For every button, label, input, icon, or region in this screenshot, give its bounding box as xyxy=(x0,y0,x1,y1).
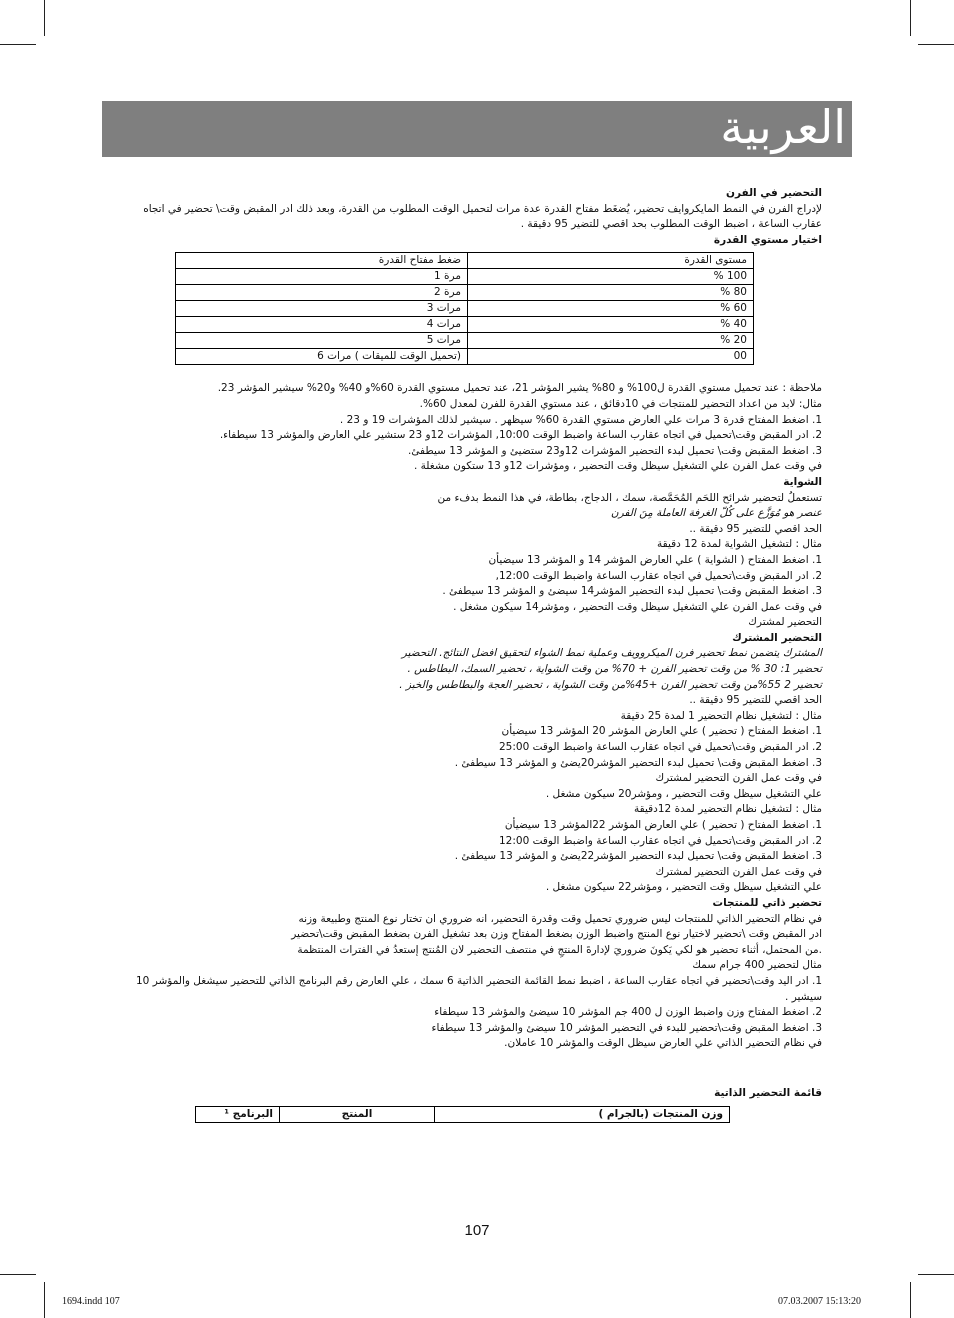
table-row xyxy=(176,333,754,349)
paragraph-line: تحضير 1: 30 % من وقت تحضير الفرن + 70% من وقت الشواية ، تحضير السمك، البطاطس . xyxy=(407,663,822,676)
power-notes xyxy=(110,381,822,475)
paragraph-line: مثال : لتشغيل نظام التحضير لمدة 12دقيقة xyxy=(634,803,822,816)
paragraph-line: 3. اضغط المقبض وقت\ تحميل لبدء التحضير المؤشر14 سيضئ و المؤشر 13 سيطفئ . xyxy=(442,585,822,598)
crop-mark xyxy=(44,1282,45,1318)
auto-menu-table xyxy=(195,1106,730,1123)
table-header-cell: ضغط مفتاح القدرة xyxy=(176,253,468,269)
paragraph-line: عقارب الساعة ، اضبط الوقت المطلوب بحد اقصي للتضير 95 دقيقة . xyxy=(520,218,822,231)
paragraph-line: مثال: لابد من اعداد التحضير للمنتجات في 10دقائق ، عند مستوي القدرة للفرن لمعدل 60%. xyxy=(419,397,822,410)
table-row xyxy=(176,269,754,285)
paragraph-line: 2. ادر المقبض وقت\تحميل في اتجاه عقارب الساعة واضبط الوقت 25:00 xyxy=(499,741,822,754)
table-cell: مرات 5 xyxy=(176,333,468,349)
paragraph-line: ادر المقبض وقت \تحضير لاختيار نوع المنتج واضبط الوزن بضغط المفتاح وزن بعد تشغيل الفرن بضغط المقبض وقت\تحضير xyxy=(291,928,822,941)
table-row xyxy=(176,317,754,333)
paragraph-line: في وقت عمل الفرن التحضير لمشترك xyxy=(655,772,822,785)
table-cell: مرة 1 xyxy=(176,269,468,285)
slug-filename: 1694.indd 107 xyxy=(62,1296,120,1307)
crop-mark xyxy=(0,1274,36,1275)
table-cell: 60 % xyxy=(467,301,753,317)
crop-mark xyxy=(0,44,36,45)
paragraph-line: سيشير . xyxy=(785,990,822,1003)
paragraph-line: 2. ادر المقبض وقت\تحميل في اتجاه عقارب الساعة واضبط الوقت 10:00, المؤشرات 12و 23 ستشير علي العارض والمؤشر 13 سيطفاء. xyxy=(219,429,822,442)
section-heading: قائمة التحضير الذاتية xyxy=(714,1086,822,1099)
paragraph-line: في وقت عمل الفرن علي التشغيل سيظل وقت التحضير ، ومؤشرات 12و 13 ستكون مشغلة . xyxy=(414,460,822,473)
paragraph-line: مثال : لتشغيل الشواية لمدة 12 دقيقة xyxy=(657,538,822,551)
paragraph-line: 2. ادر المقبض وقت\تحميل في اتجاه عقارب الساعة واضبط الوقت 12:00, xyxy=(495,569,822,582)
paragraph-line: عنصر هو مُوَزَّع علی کُلّ الغرفة العاملة مِنَ الفرن xyxy=(610,507,822,520)
paragraph-line: الحد اقصي للتضير 95 دقيقة .. xyxy=(689,522,822,535)
paragraph-line: 1. اضغط المفتاح ( تحضير ) علي العارض المؤشر 20 المؤشر 13 سيضيأن xyxy=(501,725,822,738)
paragraph-line: 3. اضغط المقبض وقت\ تحميل لبدء التحضير المؤشر20يضئ و المؤشر 13 سيطفئ . xyxy=(454,756,822,769)
table-row xyxy=(176,349,754,365)
table-cell: 00 xyxy=(467,349,753,365)
paragraph-line: ملاحظة : عند تحميل مستوي القدرة ل100% و 80% يشير المؤشر 21، عند تحميل مستوي القدرة 60%و 40% و20% سيشير المؤشر 23. xyxy=(217,382,822,395)
paragraph-line: تستعملُ لتحضير شرائح اللحَم المُحَمَّصة، سمك ، الدجاج، بطاطة، في هذا النمط بدفء من xyxy=(437,491,822,504)
paragraph-line: 3. اضغط المقبض وقت\ تحميل لبدء التحضير المؤشرات 12و23 ستضيئ و المؤشر 13 سيطفئ. xyxy=(407,444,822,457)
crop-mark xyxy=(918,1274,954,1275)
paragraph-line: 1. اضغط المفتاح ( تحضير ) علي العارض المؤشر 22المؤشر 13 سيضيأن xyxy=(504,819,822,831)
crop-mark xyxy=(910,1282,911,1318)
paragraph-line: 2. ادر المقبض وقت\تحميل في اتجاه عقارب الساعة واضبط الوقت 12:00 xyxy=(499,834,822,847)
table-cell: 80 % xyxy=(467,285,753,301)
table-row xyxy=(176,285,754,301)
crop-mark xyxy=(44,0,45,36)
paragraph-line: في وقت عمل الفرن علي التشغيل سيظل وقت التحضير ، ومؤشر14 سيكون مشغل . xyxy=(453,600,822,613)
paragraph-line: المشترك يتضمن نمط تحضير فرن الميكروويف وعملية نمط الشواء لتحقيق افضل النتائج. التحضير xyxy=(401,647,822,660)
table-cell: 40 % xyxy=(467,317,753,333)
table-header-cell: البرنامج ¹ xyxy=(196,1106,280,1122)
page-title: العربية xyxy=(720,100,846,154)
paragraph-line: 3. اضغط المقبض وقت\ تحميل لبدء التحضير المؤشر22يضئ و المؤشر 13 سيطفئ . xyxy=(454,850,822,863)
section-heading: اختيار مستوي القدرة xyxy=(713,233,822,246)
crop-mark xyxy=(918,44,954,45)
power-level-table xyxy=(175,252,754,365)
table-header-row xyxy=(176,253,754,269)
slug-datetime: 07.03.2007 15:13:20 xyxy=(778,1296,862,1307)
paragraph-line: الحد اقصي للتضير 95 دقيقة .. xyxy=(689,694,822,707)
paragraph-line: تحضير 2 55%من وقت تحضير الفرن +45%من وقت الشواية ، تحضير العجة والبطاطس والخبز . xyxy=(399,678,822,691)
table-header-cell: المنتج xyxy=(280,1106,435,1122)
section-heading: تحضير ذاتي للمنتجات xyxy=(712,896,822,909)
header-banner xyxy=(102,101,852,157)
table-cell: 20 % xyxy=(467,333,753,349)
paragraph-line: لإدراج الفرن في النمط المايكروايف تحضير، يُضغَط مفتاح القدرة عدة مرات لتحميل الوقت المطلوب من القدرة، وبعد ذلك ادر المقبض وقت\ تحضير في اتجاه xyxy=(143,202,822,215)
paragraph-line: في نظام التحضير الذاتي للمنتجات ليس ضروري تحميل وقت وقدرة التحضير، انه ضروري ان تختار نوع المنتج وطبيعة وزنه xyxy=(298,912,822,925)
table-cell: مرات 4 xyxy=(176,317,468,333)
page-number: 107 xyxy=(464,1222,490,1239)
paragraph-line: 2. اضغط المفتاح وزن واضبط الوزن ل 400 جم المؤشر 10 سيضئ والمؤشر 13 سيطفاء xyxy=(434,1006,822,1019)
paragraph-line: التحضير لمشترك xyxy=(748,616,822,629)
paragraph-line: 1. اضغط المفتاح قدرة 3 مرات علي العارض مستوي القدرة 60% سيظهر . سيشير لذلك المؤشرات 19 و 23 . xyxy=(339,413,822,426)
paragraph-line: مثال : لتشغيل نظام التحضير 1 لمدة 25 دقيقة xyxy=(620,709,822,722)
table-cell: مرة 2 xyxy=(176,285,468,301)
paragraph-line: في نظام التحضير الذاتي علي العارض سيظل الوقت والمؤشر 10 عاملان. xyxy=(504,1037,822,1050)
crop-mark xyxy=(910,0,911,36)
section-heading: التحضير في الفرن xyxy=(726,187,822,199)
paragraph-line: 1. ادر اليد وقت\تحضير في اتجاه عقارب الساعة ، اضبط نمط القائمة التحضير الذاتية 6 سمك ، علي العارض رقم البرنامج الذاتي للتحضير سيشغل والمؤشر 10 xyxy=(135,974,822,987)
document-body xyxy=(110,186,822,1123)
section-heading: الشواية xyxy=(783,475,822,488)
paragraph-line: مثال لتحضير 400 جرام سمك xyxy=(692,959,822,972)
table-header-cell: مستوى القدرة xyxy=(467,253,753,269)
paragraph-line: في وقت عمل الفرن التحضير لمشترك xyxy=(655,865,822,878)
table-header-row xyxy=(196,1106,730,1122)
table-cell: (تحميل الوقت للميقات ) مرات 6 xyxy=(176,349,468,365)
paragraph-line: علي التشغيل سيظل وقت التحضير ، ومؤشر20 سيكون مشغل . xyxy=(545,787,822,800)
table-cell: 100 % xyxy=(467,269,753,285)
table-row xyxy=(176,301,754,317)
paragraph-line: .من المحتمل، أثناء تحضير هو لکي يَکونَ ضروريَ لإدارةَ المنتجِ في منتصف التحضير لان المُنتج إستعدُ في الفترات المنتظمة xyxy=(297,943,822,956)
table-header-cell: وزن المنتجات (بالجرام ) xyxy=(435,1106,730,1122)
paragraph-line: علي التشغيل سيظل وقت التحضير ، ومؤشر22 سيكون مشغل . xyxy=(545,881,822,894)
section-heading: التحضير المشترك xyxy=(732,631,822,644)
table-cell: مرات 3 xyxy=(176,301,468,317)
paragraph-line: 3. اضغط المقبض وقت\تحضير للبدء في التحضير المؤشر 10 سيضئ والمؤشر 13 سيطفاء xyxy=(431,1021,822,1034)
paragraph-line: 1. اضغط المفتاح ( الشواية ) علي العارض المؤشر 14 و المؤشر 13 سيضيأن xyxy=(488,553,822,566)
